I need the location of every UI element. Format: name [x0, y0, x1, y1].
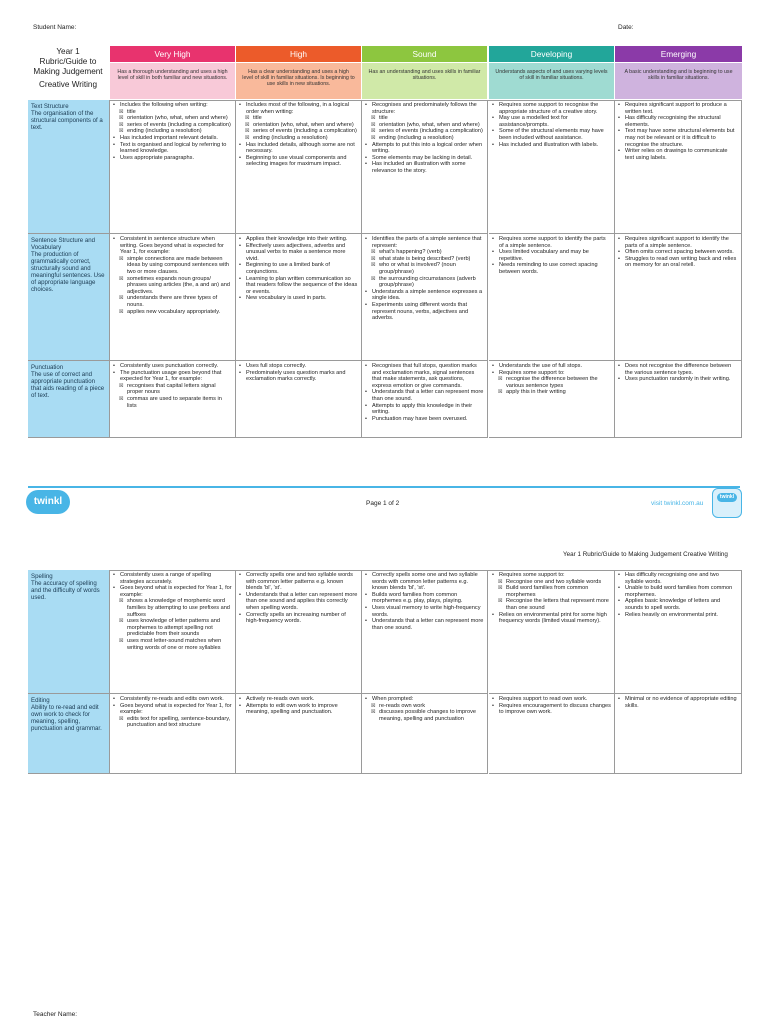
criteria-list: [365, 102, 484, 175]
rubric-cell-developing: [489, 361, 615, 438]
rubric-cell-high: [236, 694, 362, 774]
list-item: ☒ edits text for spelling, sentence-boundary, punctuation and text structure: [113, 716, 232, 729]
list-item: • Has included an illustration with some relevance to the story.: [365, 161, 484, 174]
list-item: ☒ commas are used to separate items in lists: [113, 396, 232, 409]
criterion-sentence-structure-and-vocabulary: [28, 234, 110, 361]
criteria-list: [365, 363, 484, 422]
list-item: • Correctly spells an increasing number of high-frequency words.: [239, 612, 358, 625]
list-item: • Builds word families from common morphemes e.g. play, plays, playing.: [365, 592, 484, 605]
criteria-list: [365, 696, 484, 722]
list-item: ☒ simple connections are made between ideas by using compound sentences with two or more clauses.: [113, 256, 232, 276]
list-item: • Uses visual memory to write high-frequency words.: [365, 605, 484, 618]
list-item: ☒ orientation (who, what, when and where): [239, 122, 358, 129]
list-item: • Recognises and predominately follows the structure:: [365, 102, 484, 115]
criteria-list: [113, 236, 232, 315]
list-item: • Beginning to use a limited bank of conjunctions.: [239, 262, 358, 275]
list-item: • Some of the structural elements may have been included without assistance.: [492, 128, 611, 141]
criteria-list: [492, 236, 611, 276]
criteria-list: [618, 102, 738, 161]
list-item: • New vocabulary is used in parts.: [239, 295, 358, 302]
rubric-cell-sound: [362, 570, 488, 694]
list-item: ☒ the surrounding circumstances (adverb group/phrase): [365, 276, 484, 289]
list-item: ☒ ending (including a resolution): [113, 128, 232, 135]
level-header-very-high: Very High: [110, 46, 235, 62]
list-item: • Punctuation may have been overused.: [365, 416, 484, 423]
list-item: • Beginning to use visual components and selecting images for maximum impact.: [239, 155, 358, 168]
criterion-title: Text Structure: [31, 103, 69, 110]
title-line: Creative Writing: [38, 79, 98, 89]
list-item: • Goes beyond what is expected for Year 1, for example:: [113, 703, 232, 716]
list-item: • Uses limited vocabulary and may be repetitive.: [492, 249, 611, 262]
twinkl-logo: twinkl: [26, 490, 70, 514]
criteria-list: [239, 236, 358, 302]
list-item: • Understands a simple sentence expresses a single idea.: [365, 289, 484, 302]
list-item: • Actively re-reads own work.: [239, 696, 358, 703]
list-item: • Has included important relevant details.: [113, 135, 232, 142]
criteria-list: [618, 363, 738, 383]
rubric-cell-emerging: [615, 234, 742, 361]
criterion-description: The accuracy of spelling and the difficulty of words used.: [31, 580, 100, 601]
quality-badge: [712, 488, 742, 518]
list-item: ☒ shows a knowledge of morphemic word families by attempting to use prefixes and suffixes: [113, 598, 232, 618]
criteria-list: [239, 102, 358, 168]
criteria-list: [239, 696, 358, 716]
rubric-cell-sound: [362, 361, 488, 438]
list-item: ☒ title: [113, 109, 232, 116]
list-item: • May use a modelled text for assistance/prompts.: [492, 115, 611, 128]
list-item: • Relies heavily on environmental print.: [618, 612, 738, 619]
list-item: • Requires significant support to identify the parts of a simple sentence.: [618, 236, 738, 249]
list-item: • Requires some support to recognise the appropriate structure of a creative story.: [492, 102, 611, 115]
level-header-high: High: [236, 46, 361, 62]
list-item: • Understands that a letter can represent more than one sound.: [365, 389, 484, 402]
list-item: ☒ applies new vocabulary appropriately.: [113, 309, 232, 316]
list-item: ☒ orientation (who, what, when and where): [365, 122, 484, 129]
list-item: • Includes most of the following, in a logical order when writing:: [239, 102, 358, 115]
criterion-editing: [28, 694, 110, 774]
list-item: • Includes the following when writing:: [113, 102, 232, 109]
list-item: • Attempts to put this into a logical order when writing.: [365, 142, 484, 155]
rubric-cell-very-high: [110, 100, 236, 234]
title-line: Year 1: [56, 47, 80, 56]
criteria-list: [113, 572, 232, 651]
list-item: ☒ series of events (including a complication): [113, 122, 232, 129]
list-item: ☒ discusses possible changes to improve meaning, spelling and punctuation: [365, 709, 484, 722]
list-item: • Understands that a letter can represent more than one sound.: [365, 618, 484, 631]
list-item: • When prompted:: [365, 696, 484, 703]
rubric-cell-sound: [362, 234, 488, 361]
level-header-emerging: Emerging: [615, 46, 742, 62]
rubric-cell-very-high: [110, 570, 236, 694]
list-item: ☒ who or what is involved? (noun group/phrase): [365, 262, 484, 275]
list-item: • Requires significant support to produce a written text.: [618, 102, 738, 115]
rubric-cell-developing: [489, 100, 615, 234]
list-item: ☒ apply this in their writing: [492, 389, 611, 396]
list-item: ☒ recognises that capital letters signal proper nouns: [113, 383, 232, 396]
criterion-description: The use of correct and appropriate punctuation that aids reading of a piece of text.: [31, 371, 105, 399]
list-item: • Needs reminding to use correct spacing between words.: [492, 262, 611, 275]
rubric-cell-high: [236, 234, 362, 361]
criteria-list: [492, 696, 611, 716]
criterion-title: Spelling: [31, 573, 53, 580]
criteria-list: [239, 572, 358, 625]
list-item: ☒ Recognise the letters that represent more than one sound: [492, 598, 611, 611]
badge-text: twinkl: [717, 493, 737, 502]
rubric-cell-high: [236, 570, 362, 694]
rubric-cell-emerging: [615, 570, 742, 694]
rubric-cell-sound: [362, 694, 488, 774]
list-item: • Attempts to edit own work to improve meaning, spelling and punctuation.: [239, 703, 358, 716]
rubric-cell-developing: [489, 234, 615, 361]
list-item: ☒ series of events (including a complication): [239, 128, 358, 135]
criterion-description: Ability to re-read and edit own work to check for meaning, spelling, punctuation and grammar.: [31, 704, 102, 732]
criteria-list: [113, 363, 232, 409]
rubric-cell-very-high: [110, 361, 236, 438]
title-line: Rubric/Guide to: [39, 57, 97, 67]
criterion-description: The organisation of the structural components of a text.: [31, 110, 103, 131]
list-item: • Identifies the parts of a simple sentence that represent:: [365, 236, 484, 249]
page-number: Page 1 of 2: [366, 500, 400, 507]
level-description: A basic understanding and is beginning to use skills in familiar situations.: [615, 63, 742, 99]
criteria-list: [618, 572, 738, 618]
list-item: ☒ recognise the difference between the various sentence types: [492, 376, 611, 389]
list-item: • Applies basic knowledge of letters and sounds to spell words.: [618, 598, 738, 611]
page2-header: Year 1 Rubric/Guide to Making Judgement Creative Writing: [563, 551, 728, 558]
level-description: Understands aspects of and uses varying levels of skill in familiar situations.: [489, 63, 614, 99]
list-item: ☒ understands there are three types of nouns.: [113, 295, 232, 308]
rubric-cell-emerging: [615, 694, 742, 774]
rubric-cell-sound: [362, 100, 488, 234]
criteria-list: [492, 363, 611, 396]
list-item: • Understands that a letter can represent more than one sound and applies this correctly when spelling words.: [239, 592, 358, 612]
rubric-title: [28, 47, 108, 90]
list-item: • Predominately uses question marks and exclamation marks correctly.: [239, 370, 358, 383]
list-item: ☒ sometimes expands noun groups/ phrases using articles (the, a and an) and adjectives.: [113, 276, 232, 296]
criteria-list: [113, 102, 232, 161]
level-description: Has a clear understanding and uses a high level of skill in familiar situations. Is beginning to use skills in new situations.: [236, 63, 361, 99]
list-item: • Has difficulty recognising the structural elements.: [618, 115, 738, 128]
date-label: Date:: [618, 24, 634, 31]
list-item: ☒ Build word families from common morphemes: [492, 585, 611, 598]
level-header-sound: Sound: [362, 46, 487, 62]
student-name-label: Student Name:: [33, 24, 77, 31]
list-item: • Relies on environmental print for some high frequency words (limited visual memory).: [492, 612, 611, 625]
rubric-cell-very-high: [110, 234, 236, 361]
rubric-cell-emerging: [615, 361, 742, 438]
list-item: • Consistently uses a range of spelling strategies accurately.: [113, 572, 232, 585]
criterion-title: Editing: [31, 697, 50, 704]
level-description: Has a thorough understanding and uses a high level of skill in both familiar and new situations.: [110, 63, 235, 99]
list-item: ☒ ending (including a resolution): [239, 135, 358, 142]
list-item: • Recognises that full stops, question marks and exclamation marks, signal sentences that make statements, ask questions, express emotion or give commands.: [365, 363, 484, 389]
criteria-list: [239, 363, 358, 383]
list-item: • Experiments using different words that represent nouns, verbs, adjectives and adverbs.: [365, 302, 484, 322]
criterion-description: The production of grammatically correct, structurally sound and meaningful sentences. Use of appropriate language choices.: [31, 251, 105, 293]
list-item: • The punctuation usage goes beyond that expected for Year 1, for example:: [113, 370, 232, 383]
list-item: • Has included details, although some are not necessary.: [239, 142, 358, 155]
criteria-list: [618, 236, 738, 269]
list-item: • Uses full stops correctly.: [239, 363, 358, 370]
list-item: • Text may have some structural elements but may not be relevant or it is difficult to recognise the structure.: [618, 128, 738, 148]
list-item: • Requires some support to:: [492, 572, 611, 579]
level-header-developing: Developing: [489, 46, 614, 62]
criteria-list: [492, 572, 611, 625]
list-item: • Has included and illustration with labels.: [492, 142, 611, 149]
list-item: • Requires encouragement to discuss changes to improve own work.: [492, 703, 611, 716]
rubric-cell-high: [236, 100, 362, 234]
list-item: • Does not recognise the difference between the various sentence types.: [618, 363, 738, 376]
list-item: • Understands the use of full stops.: [492, 363, 611, 370]
list-item: • Some elements may be lacking in detail.: [365, 155, 484, 162]
rubric-cell-high: [236, 361, 362, 438]
list-item: • Goes beyond what is expected for Year 1, for example:: [113, 585, 232, 598]
list-item: • Consistently uses punctuation correctly.: [113, 363, 232, 370]
footer-divider: [28, 486, 740, 488]
list-item: • Text is organised and logical by referring to learned knowledge.: [113, 142, 232, 155]
list-item: • Has difficulty recognising one and two syllable words.: [618, 572, 738, 585]
criteria-list: [365, 236, 484, 322]
rubric-cell-very-high: [110, 694, 236, 774]
list-item: • Uses punctuation randomly in their writing.: [618, 376, 738, 383]
list-item: • Learning to plan written communication so that readers follow the sequence of the ideas or events.: [239, 276, 358, 296]
site-link[interactable]: visit twinkl.com.au: [651, 500, 704, 507]
list-item: • Attempts to apply this knowledge in their writing.: [365, 403, 484, 416]
list-item: • Minimal or no evidence of appropriate editing skills.: [618, 696, 738, 709]
list-item: • Consistently re-reads and edits own work.: [113, 696, 232, 703]
rubric-cell-emerging: [615, 100, 742, 234]
list-item: • Requires some support to identify the parts of a simple sentence.: [492, 236, 611, 249]
criterion-title: Sentence Structure and Vocabulary: [31, 237, 96, 251]
list-item: ☒ uses knowledge of letter patterns and morphemes to attempt spelling not predictable from their sounds: [113, 618, 232, 638]
list-item: • Writer relies on drawings to communicate text using labels.: [618, 148, 738, 161]
list-item: ☒ series of events (including a complication): [365, 128, 484, 135]
teacher-name-label: Teacher Name:: [33, 1011, 78, 1018]
list-item: • Applies their knowledge into their writing.: [239, 236, 358, 243]
list-item: • Effectively uses adjectives, adverbs and unusual verbs to make a sentence more vivid.: [239, 243, 358, 263]
criteria-list: [113, 696, 232, 729]
list-item: ☒ title: [365, 115, 484, 122]
list-item: • Requires some support to:: [492, 370, 611, 377]
list-item: • Requires support to read own work.: [492, 696, 611, 703]
criterion-text-structure: [28, 100, 110, 234]
list-item: ☒ orientation (who, what, when and where): [113, 115, 232, 122]
list-item: ☒ title: [239, 115, 358, 122]
list-item: ☒ uses most letter-sound matches when writing words of one or more syllables: [113, 638, 232, 651]
rubric-cell-developing: [489, 570, 615, 694]
criteria-list: [492, 102, 611, 148]
criterion-title: Punctuation: [31, 364, 64, 371]
list-item: • Consistent in sentence structure when writing. Goes beyond what is expected for Year 1, for example:: [113, 236, 232, 256]
list-item: • Often omits correct spacing between words.: [618, 249, 738, 256]
list-item: ☒ ending (including a resolution): [365, 135, 484, 142]
list-item: • Correctly spells some one and two syllable words with common letter patterns e.g. known blends 'bl', 'st'.: [365, 572, 484, 592]
list-item: ☒ re-reads own work: [365, 703, 484, 710]
list-item: • Uses appropriate paragraphs.: [113, 155, 232, 162]
list-item: • Struggles to read own writing back and relies on memory for an oral retell.: [618, 256, 738, 269]
criteria-list: [618, 696, 738, 709]
list-item: • Correctly spells one and two syllable words with common letter patterns e.g. known blends 'bl', 'st'.: [239, 572, 358, 592]
level-description: Has an understanding and uses skills in familiar situations.: [362, 63, 487, 99]
list-item: ☒ Recognise one and two syllable words: [492, 579, 611, 586]
list-item: ☒ what state is being described? (verb): [365, 256, 484, 263]
criteria-list: [365, 572, 484, 631]
list-item: ☒ what's happening? (verb): [365, 249, 484, 256]
rubric-cell-developing: [489, 694, 615, 774]
criterion-spelling: [28, 570, 110, 694]
title-line: Making Judgement: [33, 67, 103, 77]
list-item: • Unable to build word families from common morphemes.: [618, 585, 738, 598]
criterion-punctuation: [28, 361, 110, 438]
